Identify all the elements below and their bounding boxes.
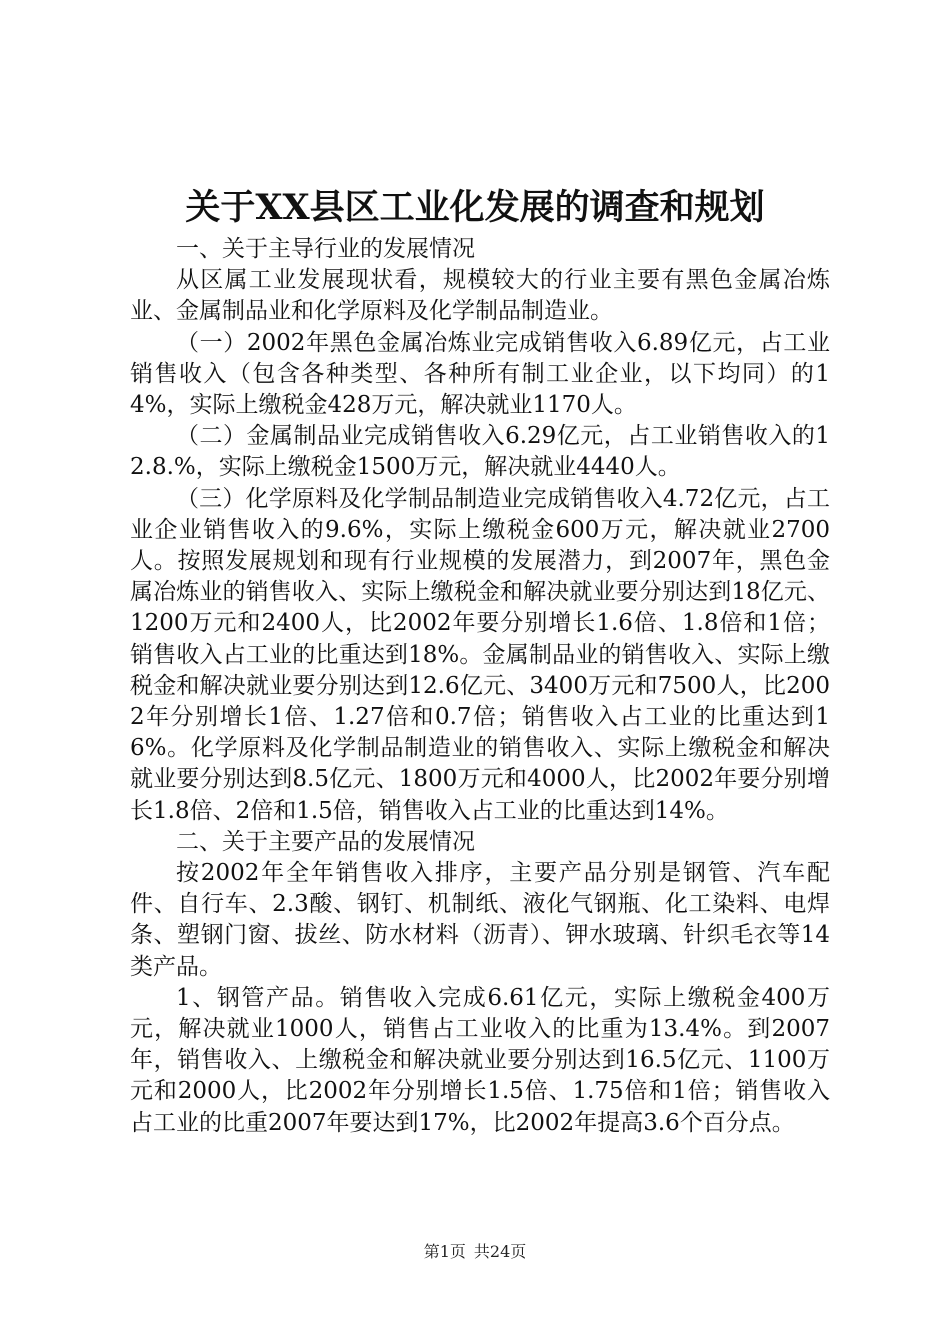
paragraph: 从区属工业发展现状看，规模较大的行业主要有黑色金属冶炼业、金属制品业和化学原料及化学制品制造业。: [130, 267, 830, 325]
paragraph: 1、钢管产品。销售收入完成6.61亿元，实际上缴税金400万元，解决就业1000人，销售占工业收入的比重为13.4%。到2007年，销售收入、上缴税金和解决就业要分别达到16.5亿元、1100万元和2000人，比2002年分别增长1.5倍、1.75倍和1倍；销售收入占工业的比重2007年要达到17%，比2002年提高3.6个百分点。: [130, 984, 830, 1136]
paragraph: （二）金属制品业完成销售收入6.29亿元，占工业销售收入的12.8.%，实际上缴税金1500万元，解决就业4440人。: [130, 423, 830, 481]
page-number: 第1页: [423, 1242, 466, 1261]
paragraph: （一）2002年黑色金属冶炼业完成销售收入6.89亿元，占工业销售收入（包含各种类型、各种所有制工业企业，以下均同）的14%，实际上缴税金428万元，解决就业1170人。: [130, 329, 830, 419]
paragraph: （三）化学原料及化学制品制造业完成销售收入4.72亿元，占工业企业销售收入的9.6%，实际上缴税金600万元，解决就业2700人。按照发展规划和现有行业规模的发展潜力，到2007年，黑色金属冶炼业的销售收入、实际上缴税金和解决就业要分别达到18亿元、1200万元和2400人，比2002年要分别增长1.6倍、1.8倍和1倍；销售收入占工业的比重达到18%。金属制品业的销售收入、实际上缴税金和解决就业要分别达到12.6亿元、3400万元和7500人，比2002年分别增长1倍、1.27倍和0.7倍；销售收入占工业的比重达到16%。化学原料及化学制品制造业的销售收入、实际上缴税金和解决就业要分别达到8.5亿元、1800万元和4000人，比2002年要分别增长1.8倍、2倍和1.5倍，销售收入占工业的比重达到14%。: [130, 485, 830, 824]
paragraph: 按2002年全年销售收入排序，主要产品分别是钢管、汽车配件、自行车、2.3酸、钢钉、机制纸、液化气钢瓶、化工染料、电焊条、塑钢门窗、拔丝、防水材料（沥青）、钾水玻璃、针织毛衣等14类产品。: [130, 860, 830, 980]
document-title: 关于XX县区工业化发展的调查和规划: [185, 187, 765, 228]
page-total: 共24页: [473, 1242, 527, 1261]
section-heading-1: 一、关于主导行业的发展情况: [176, 236, 475, 262]
section-heading-2: 二、关于主要产品的发展情况: [176, 828, 475, 855]
document-body: [130, 234, 830, 1139]
page-footer: [0, 1241, 950, 1263]
